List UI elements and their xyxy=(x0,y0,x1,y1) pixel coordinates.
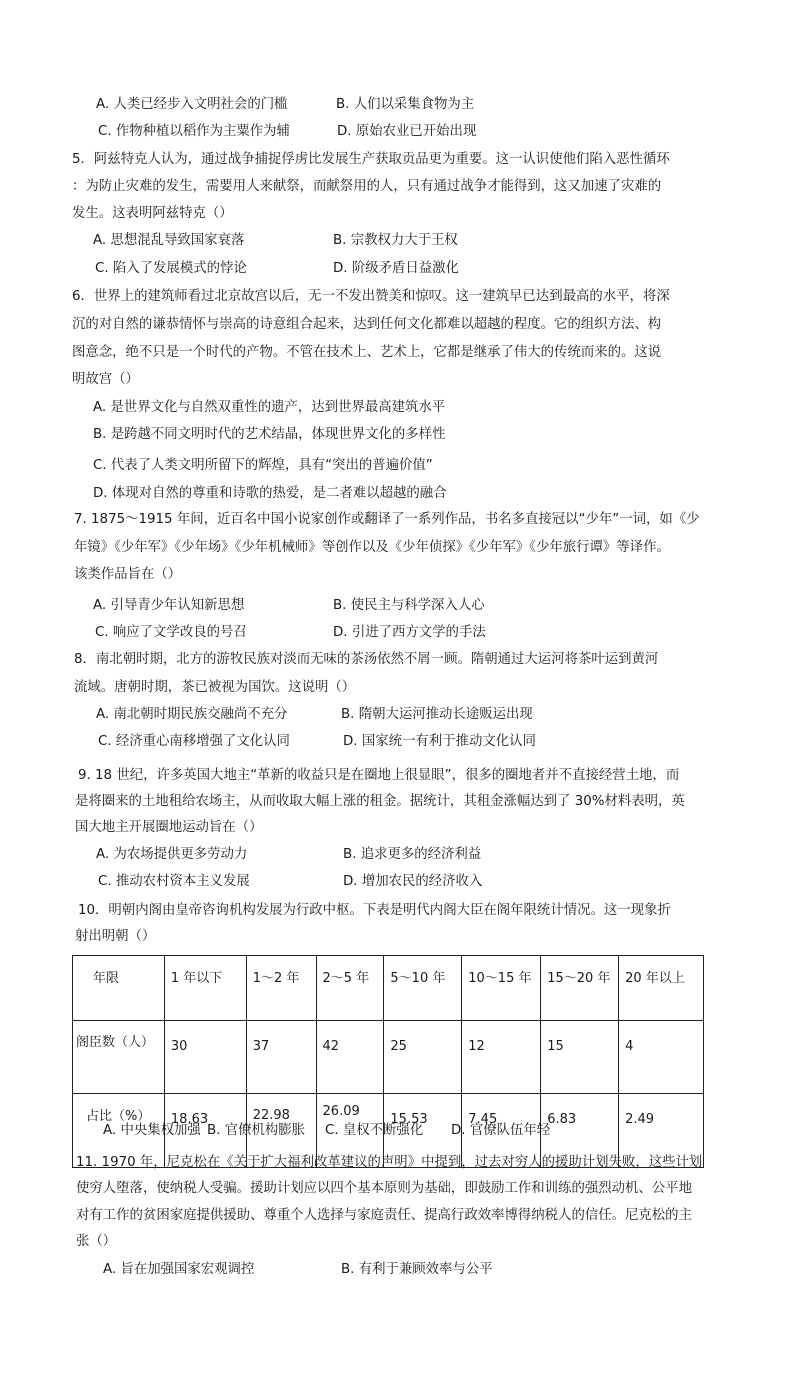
q10-stem-line-2: 射出明朝（） xyxy=(75,929,156,944)
table-cell: 25 xyxy=(384,1021,462,1094)
q6-option-a: A. 是世界文化与自然双重性的遗产，达到世界最高建筑水平 xyxy=(93,400,446,415)
table-cell: 阁臣数（人） xyxy=(73,1021,165,1094)
q7-option-c: C. 响应了文学改良的号召 xyxy=(95,625,247,640)
q10-option-b: B. 官僚机构膨胀 xyxy=(207,1123,306,1138)
q10-option-d: D. 官僚队伍年轻 xyxy=(451,1123,551,1138)
q4-option-d: D. 原始农业已开始出现 xyxy=(337,124,477,139)
q6-stem-line-3: 图意念，绝不只是一个时代的产物。不管在技术上、艺术上，它都是继承了伟大的传统而来的。这说 xyxy=(72,345,662,360)
q7-option-b: B. 使民主与科学深入人心 xyxy=(333,598,485,613)
q9-option-c: C. 推动农村资本主义发展 xyxy=(98,874,250,889)
table-cell: 占比（%） xyxy=(73,1094,165,1168)
q10-options-row xyxy=(0,1120,793,1142)
q4-option-b: B. 人们以采集食物为主 xyxy=(336,97,475,112)
q8-options-row-1 xyxy=(0,704,793,726)
q7-options-row-2 xyxy=(0,622,793,644)
q7-stem-line-2: 年镜》《少年军》《少年场》《少年机械师》等创作以及《少年侦探》《少年军》《少年旅行谭》等译作。 xyxy=(74,540,670,555)
table-cell: 年限 xyxy=(73,956,165,1021)
q9-option-a: A. 为农场提供更多劳动力 xyxy=(96,847,248,862)
table-cell: 37 xyxy=(246,1021,316,1094)
q5-option-c: C. 陷入了发展模式的悖论 xyxy=(95,261,247,276)
q6-option-b: B. 是跨越不同文明时代的艺术结晶，体现世界文化的多样性 xyxy=(93,427,446,442)
q6-stem-line-4: 明故宫（） xyxy=(72,372,139,387)
q9-option-d: D. 增加农民的经济收入 xyxy=(343,874,483,889)
table-cell: 1 年以下 xyxy=(164,956,246,1021)
q5-options-row-2 xyxy=(0,258,793,280)
table-cell: 10～15 年 xyxy=(462,956,541,1021)
table-header-row xyxy=(73,956,704,1021)
q9-option-b: B. 追求更多的经济利益 xyxy=(343,847,482,862)
q11-option-a: A. 旨在加强国家宏观调控 xyxy=(103,1262,255,1277)
table-cell: 20 年以上 xyxy=(619,956,704,1021)
q10-option-c: C. 皇权不断强化 xyxy=(325,1123,424,1138)
q10-stem-line-1: 10．明朝内阁由皇帝咨询机构发展为行政中枢。下表是明代内阁大臣在阁年限统计情况。这一现象折 xyxy=(78,903,671,918)
q4-options-row-2 xyxy=(0,121,793,143)
q8-stem-line-2: 流域。唐朝时期，茶已被视为国饮。这说明（） xyxy=(74,680,356,695)
q9-stem-line-1: 9. 18 世纪，许多英国大地主“革新的收益只是在圈地上很显眼”，很多的圈地者并不直接经营土地，而 xyxy=(78,768,680,783)
table-cell: 7.45 xyxy=(462,1094,541,1168)
q8-option-b: B. 隋朝大运河推动长途贩运出现 xyxy=(341,707,533,722)
q11-options-row xyxy=(0,1259,793,1281)
q9-stem-line-2: 是将圈来的土地租给农场主，从而收取大幅上涨的租金。据统计，其租金涨幅达到了 30%材料表明，英 xyxy=(75,794,685,809)
q5-stem-line-3: 发生。这表明阿兹特克（） xyxy=(72,206,233,221)
q7-option-d: D. 引进了西方文学的手法 xyxy=(333,625,486,640)
table-cell: 5～10 年 xyxy=(384,956,462,1021)
table-row xyxy=(73,1021,704,1094)
q11-stem-line-4: 张（） xyxy=(76,1234,117,1249)
q8-option-a: A. 南北朝时期民族交融尚不充分 xyxy=(96,707,288,722)
table-cell: 1～2 年 xyxy=(246,956,316,1021)
q9-stem-line-3: 国大地主开展圈地运动旨在（） xyxy=(75,820,263,835)
q8-stem-line-1: 8．南北朝时期，北方的游牧民族对淡而无味的茶汤依然不屑一顾。隋朝通过大运河将茶叶运到黄河 xyxy=(74,652,659,667)
table-cell: 42 xyxy=(316,1021,384,1094)
q5-stem-line-2: ：为防止灾难的发生，需要用人来献祭，而献祭用的人，只有通过战争才能得到，这又加速了灾难的 xyxy=(72,179,662,194)
q8-options-row-2 xyxy=(0,731,793,753)
q5-option-a: A. 思想混乱导致国家衰落 xyxy=(93,233,245,248)
q5-option-d: D. 阶级矛盾日益激化 xyxy=(333,261,459,276)
q6-stem-line-1: 6．世界上的建筑师看过北京故宫以后，无一不发出赞美和惊叹。这一建筑早已达到最高的水平，将深 xyxy=(72,289,670,304)
q5-options-row-1 xyxy=(0,230,793,252)
table-cell: 15～20 年 xyxy=(541,956,619,1021)
table-cell: 15 xyxy=(541,1021,619,1094)
table-cell: 2.49 xyxy=(619,1094,704,1168)
q4-option-a: A. 人类已经步入文明社会的门槛 xyxy=(96,97,288,112)
table-cell: 15.53 xyxy=(384,1094,462,1168)
q11-stem-line-2: 使穷人堕落，使纳税人受骗。援助计划应以四个基本原则为基础，即鼓励工作和训练的强烈动机、公平地 xyxy=(76,1181,692,1196)
q7-stem-line-3: 该类作品旨在（） xyxy=(74,567,182,582)
q6-stem-line-2: 沉的对自然的谦恭情怀与崇高的诗意组合起来，达到任何文化都难以超越的程度。它的组织方法、构 xyxy=(72,317,662,332)
q6-option-d: D. 体现对自然的尊重和诗歌的热爱，是二者难以超越的融合 xyxy=(93,486,447,501)
table-cell: 4 xyxy=(619,1021,704,1094)
q4-option-c: C. 作物种植以稻作为主粟作为辅 xyxy=(98,124,290,139)
q8-option-d: D. 国家统一有利于推动文化认同 xyxy=(343,734,536,749)
q6-option-c: C. 代表了人类文明所留下的辉煌，具有“突出的普遍价值” xyxy=(93,458,433,473)
q11-stem-line-1: 11. 1970 年，尼克松在《关于扩大福利改革建议的声明》中提到，过去对穷人的援助计划失败，这些计划 xyxy=(76,1155,703,1170)
q9-options-row-2 xyxy=(0,871,793,893)
q7-stem-line-1: 7. 1875～1915 年间，近百名中国小说家创作或翻译了一系列作品，书名多直接冠以“少年”一词，如《少 xyxy=(74,512,700,527)
table-cell: 30 xyxy=(164,1021,246,1094)
q11-stem-line-3: 对有工作的贫困家庭提供援助、尊重个人选择与家庭责任、提高行政效率博得纳税人的信任。尼克松的主 xyxy=(76,1208,692,1223)
table-cell: 12 xyxy=(462,1021,541,1094)
q7-option-a: A. 引导青少年认知新思想 xyxy=(93,598,245,613)
q9-options-row-1 xyxy=(0,844,793,866)
table-cell: 6.83 xyxy=(541,1094,619,1168)
table-cell: 2～5 年 xyxy=(316,956,384,1021)
q10-option-a: A. 中央集权加强 xyxy=(103,1123,201,1138)
table-cell: 22.98 xyxy=(246,1094,316,1168)
q4-options-row-1 xyxy=(0,94,793,116)
q11-option-b: B. 有利于兼顾效率与公平 xyxy=(341,1262,493,1277)
table-cell: 26.09 xyxy=(316,1094,384,1168)
table-cell: 18.63 xyxy=(164,1094,246,1168)
q5-stem-line-1: 5．阿兹特克人认为，通过战争捕捉俘虏比发展生产获取贡品更为重要。这一认识使他们陷入恶性循环 xyxy=(72,152,670,167)
q8-option-c: C. 经济重心南移增强了文化认同 xyxy=(98,734,290,749)
q7-options-row-1 xyxy=(0,595,793,617)
q5-option-b: B. 宗教权力大于王权 xyxy=(333,233,458,248)
